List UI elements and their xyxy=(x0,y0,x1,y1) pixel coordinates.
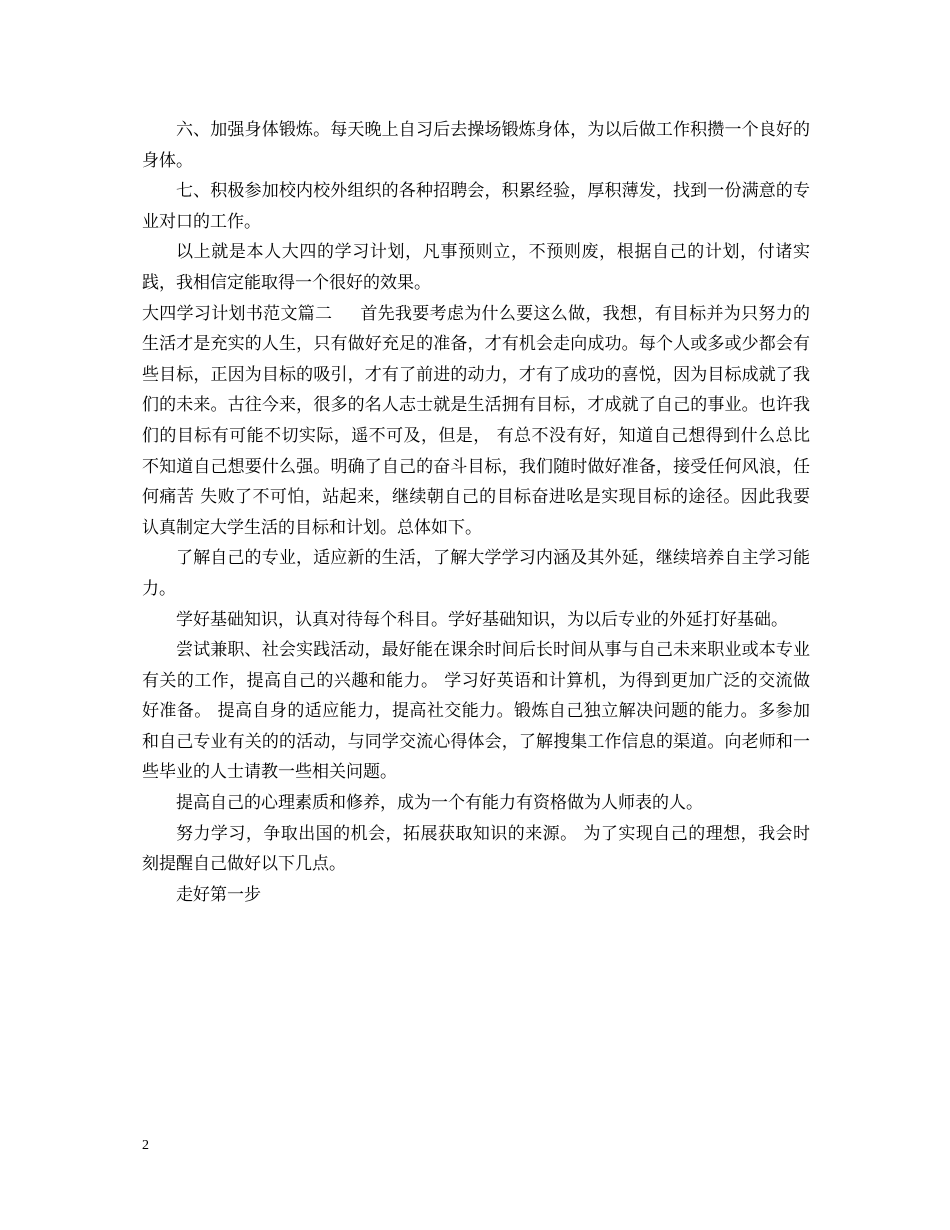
paragraph-part-time-practice: 尝试兼职、社会实践活动，最好能在课余时间后长时间从事与自己未来职业或本专业有关的工作，提高自己的兴趣和能力。 学习好英语和计算机，为得到更加广泛的交流做好准备。 提高自身的适应能力，提高社交能力。锻炼自己独立解决问题的能力。多参加和自己专业有关的的活动，与同学交流心得体会，了解搜集工作信息的渠道。向老师和一些毕业的人士请教一些相关问题。 xyxy=(142,640,810,783)
paragraph-plan-summary: 以上就是本人大四的学习计划，凡事预则立，不预则废，根据自己的计划，付诸实践，我相信定能取得一个很好的效果。 xyxy=(142,242,810,293)
page-number: 2 xyxy=(142,1138,149,1153)
paragraph-psychological-quality: 提高自己的心理素质和修养，成为一个有能力有资格做为人师表的人。 xyxy=(176,793,703,814)
section-intro-text: 首先我要考虑为什么要这么做，我想，有目标并为只努力的生活才是充实的人生，只有做好充足的准备，才有机会走向成功。每个人或多或少都会有些目标，正因为目标的吸引，才有了前进的动力，才有了成功的喜悦，因为目标成就了我们的未来。古往今来，很多的名人志士就是生活拥有目标，才成就了自己的事业。也许我们的目标有可能不切实际，遥不可及，但是， 有总不没有好，知道自己想得到什么总比不知道自己想要什么强。明确了自己的奋斗目标，我们随时做好准备，接受任何风浪，任何痛苦 失败了不可怕，站起来，继续朝自己的目标奋进吆是实现目标的途径。因此我要认真制定大学生活的目标和计划。总体如下。 xyxy=(142,303,811,538)
paragraph-study-abroad: 努力学习，争取出国的机会，拓展获取知识的来源。 为了实现自己的理想，我会时刻提醒自己做好以下几点。 xyxy=(142,823,810,875)
paragraph-basic-knowledge: 学好基础知识，认真对待每个科目。学好基础知识，为以后专业的外延打好基础。 xyxy=(176,609,788,630)
section-two-paragraph xyxy=(142,299,810,544)
paragraph-first-step: 走好第一步 xyxy=(176,884,261,905)
paragraph-job-fairs: 七、积极参加校内校外组织的各种招聘会，积累经验，厚积薄发，找到一份满意的专业对口的工作。 xyxy=(142,181,810,232)
paragraph-physical-exercise: 六、加强身体锻炼。每天晚上自习后去操场锻炼身体，为以后做工作积攒一个良好的身体。 xyxy=(142,120,810,171)
document-body xyxy=(142,115,810,910)
section-heading: 大四学习计划书范文篇二 xyxy=(142,303,333,324)
paragraph-understand-major: 了解自己的专业，适应新的生活，了解大学学习内涵及其外延，继续培养自主学习能力。 xyxy=(142,548,810,599)
